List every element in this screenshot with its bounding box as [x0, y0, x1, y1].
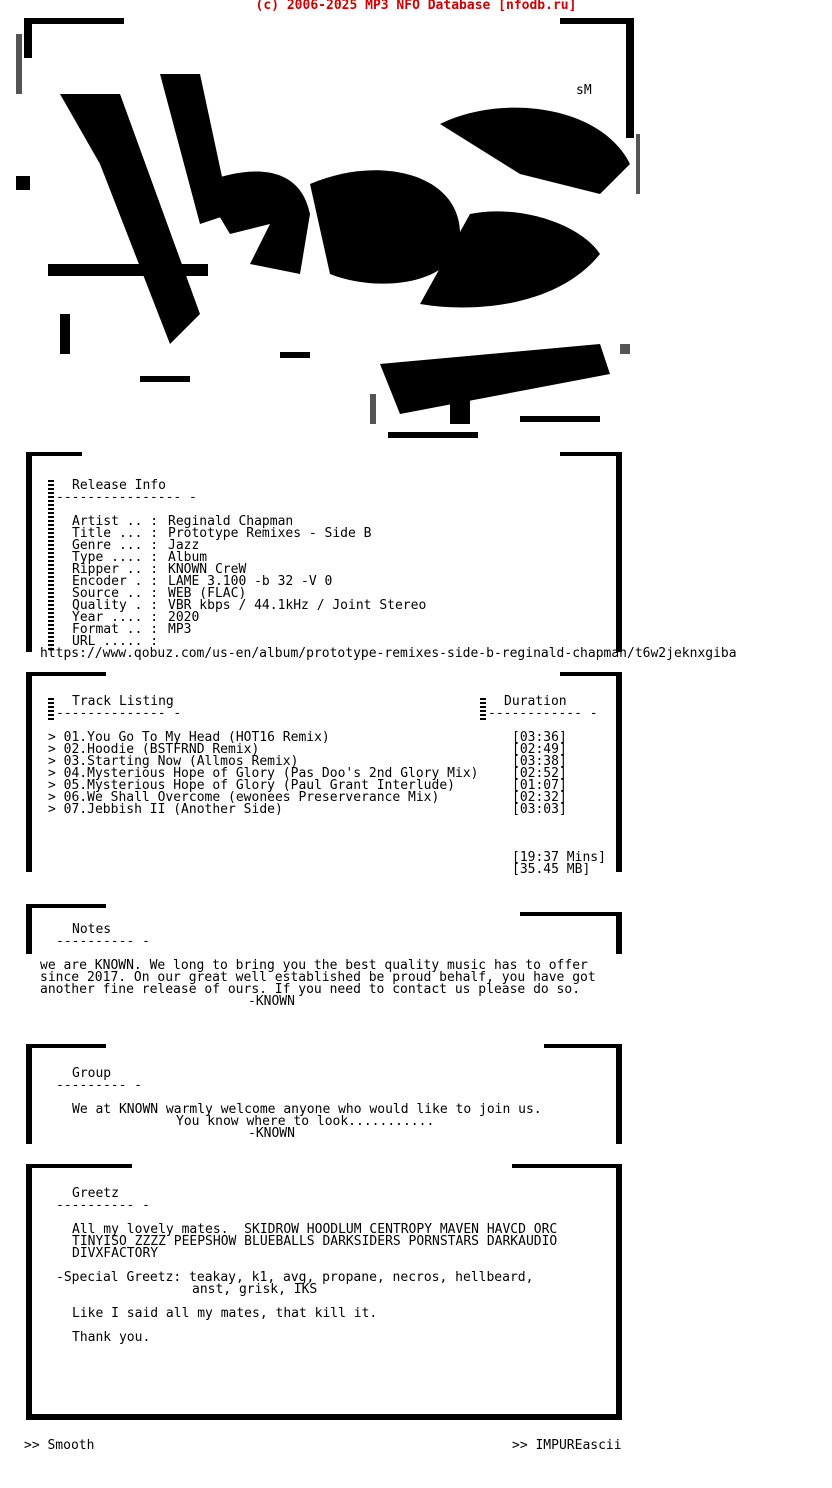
track-title: > 03.Starting Now (Allmos Remix): [48, 754, 299, 769]
greetz-special: anst, grisk, IKS: [192, 1282, 318, 1297]
release-value: LAME 3.100 -b 32 -V 0: [168, 574, 333, 589]
track-duration: [02:32]: [512, 790, 567, 805]
track-duration: [01:07]: [512, 778, 567, 793]
greetz-closing: Like I said all my mates, that kill it.: [72, 1306, 378, 1321]
release-value: VBR kbps / 44.1kHz / Joint Stereo: [168, 598, 427, 613]
ascii-logo: [0, 14, 832, 444]
frame-shade: [48, 696, 54, 720]
page-header: (c) 2006-2025 MP3 NFO Database [nfodb.ru]: [255, 0, 577, 13]
release-value: WEB (FLAC): [168, 586, 247, 601]
track-title: > 04.Mysterious Hope of Glory (Pas Doo's 2nd Glory Mix): [48, 766, 479, 781]
release-value: Reginald Chapman: [168, 514, 294, 529]
release-label: Ripper .. :: [72, 562, 159, 577]
total-time: [19:37 Mins]: [512, 850, 606, 865]
release-heading: Release Info: [72, 478, 166, 493]
frame-bottom: [26, 1414, 622, 1420]
frame-corner: [560, 672, 622, 676]
duration-heading: Duration: [504, 694, 567, 709]
track-title: > 05.Mysterious Hope of Glory (Paul Grant Interlude): [48, 778, 455, 793]
greetz-mates: TINYISO ZZZZ PEEPSHOW BLUEBALLS DARKSIDERS PORNSTARS DARKAUDIO: [72, 1234, 558, 1249]
release-label: Encoder . :: [72, 574, 159, 589]
greetz-heading: Greetz: [72, 1186, 119, 1201]
group-line: We at KNOWN warmly welcome anyone who would like to join us.: [72, 1102, 542, 1117]
release-value: MP3: [168, 622, 192, 637]
greetz-mates: DIVXFACTORY: [72, 1246, 159, 1261]
track-title: > 07.Jebbish II (Another Side): [48, 802, 283, 817]
frame-edge: [616, 1044, 622, 1144]
track-duration: [02:49]: [512, 742, 567, 757]
release-label: Format .. :: [72, 622, 159, 637]
notes-line: another fine release of ours. If you need to contact us please do so.: [40, 982, 581, 997]
greetz-mates: All my lovely mates. SKIDROW HOODLUM CENTROPY MAVEN HAVCD ORC: [72, 1222, 558, 1237]
release-label: Quality . :: [72, 598, 159, 613]
frame-edge: [616, 672, 622, 872]
frame-edge: [26, 1164, 32, 1420]
track-title: > 06.We Shall Overcome (ewonees Preserverance Mix): [48, 790, 440, 805]
frame-corner: [26, 1164, 132, 1168]
track-title: > 02.Hoodie (BSTFRND Remix): [48, 742, 260, 757]
track-title: > 01.You Go To My Head (HOT16 Remix): [48, 730, 330, 745]
tracks-heading: Track Listing: [72, 694, 174, 709]
group-heading-rule: --------- -: [56, 1078, 143, 1093]
notes-heading-rule: ---------- -: [56, 934, 150, 949]
frame-corner: [560, 452, 622, 456]
tracks-heading-rule: -------------- -: [56, 706, 182, 721]
frame-edge: [26, 452, 32, 652]
release-url-link[interactable]: https://www.qobuz.com/us-en/album/prototype-remixes-side-b-reginald-chapman/t6w2jeknxgiba: [40, 646, 737, 661]
frame-edge: [26, 672, 32, 872]
frame-shade: [48, 480, 54, 650]
release-value: Album: [168, 550, 208, 565]
notes-heading: Notes: [72, 922, 112, 937]
notes-sign: -KNOWN: [248, 994, 295, 1009]
release-label: Title ... :: [72, 526, 159, 541]
track-duration: [03:38]: [512, 754, 567, 769]
release-label: Type .... :: [72, 550, 159, 565]
track-duration: [03:03]: [512, 802, 567, 817]
release-label: Year .... :: [72, 610, 159, 625]
group-heading: Group: [72, 1066, 112, 1081]
release-label: Genre ... :: [72, 538, 159, 553]
logo-tag: sM: [576, 83, 592, 98]
frame-corner: [26, 904, 106, 908]
frame-corner: [26, 672, 106, 676]
track-duration: [03:36]: [512, 730, 567, 745]
frame-corner: [26, 452, 82, 456]
frame-corner: [26, 1044, 106, 1048]
frame-edge: [616, 452, 622, 652]
release-label: Artist .. :: [72, 514, 159, 529]
release-value: Prototype Remixes - Side B: [168, 526, 372, 541]
release-label: URL ..... :: [72, 634, 159, 649]
frame-shade: [480, 696, 486, 720]
release-value: 2020: [168, 610, 200, 625]
release-heading-rule: ---------------- -: [56, 490, 197, 505]
release-label: Source .. :: [72, 586, 159, 601]
frame-corner: [544, 1044, 622, 1048]
frame-corner: [520, 912, 622, 916]
notes-line: we are KNOWN. We long to bring you the best quality music has to offer: [40, 958, 588, 973]
greetz-special: -Special Greetz: teakay, k1, avg, propane, necros, hellbeard,: [56, 1270, 534, 1285]
footer-right: >> IMPUREascii: [512, 1438, 622, 1453]
footer-left: >> Smooth: [24, 1438, 95, 1453]
group-line: You know where to look...........: [176, 1114, 435, 1129]
notes-line: since 2017. On our great well established be proud behalf, you have got: [40, 970, 596, 985]
frame-edge: [26, 1044, 32, 1144]
release-value: KNOWN CreW: [168, 562, 247, 577]
total-size: [35.45 MB]: [512, 862, 591, 877]
frame-edge: [26, 904, 32, 954]
frame-edge: [616, 1164, 622, 1420]
greetz-heading-rule: ---------- -: [56, 1198, 150, 1213]
frame-corner: [512, 1164, 622, 1168]
greetz-thanks: Thank you.: [72, 1330, 151, 1345]
frame-edge: [616, 912, 622, 954]
group-sign: -KNOWN: [248, 1126, 295, 1141]
duration-heading-rule: ------------ -: [488, 706, 598, 721]
track-duration: [02:52]: [512, 766, 567, 781]
release-value: Jazz: [168, 538, 200, 553]
